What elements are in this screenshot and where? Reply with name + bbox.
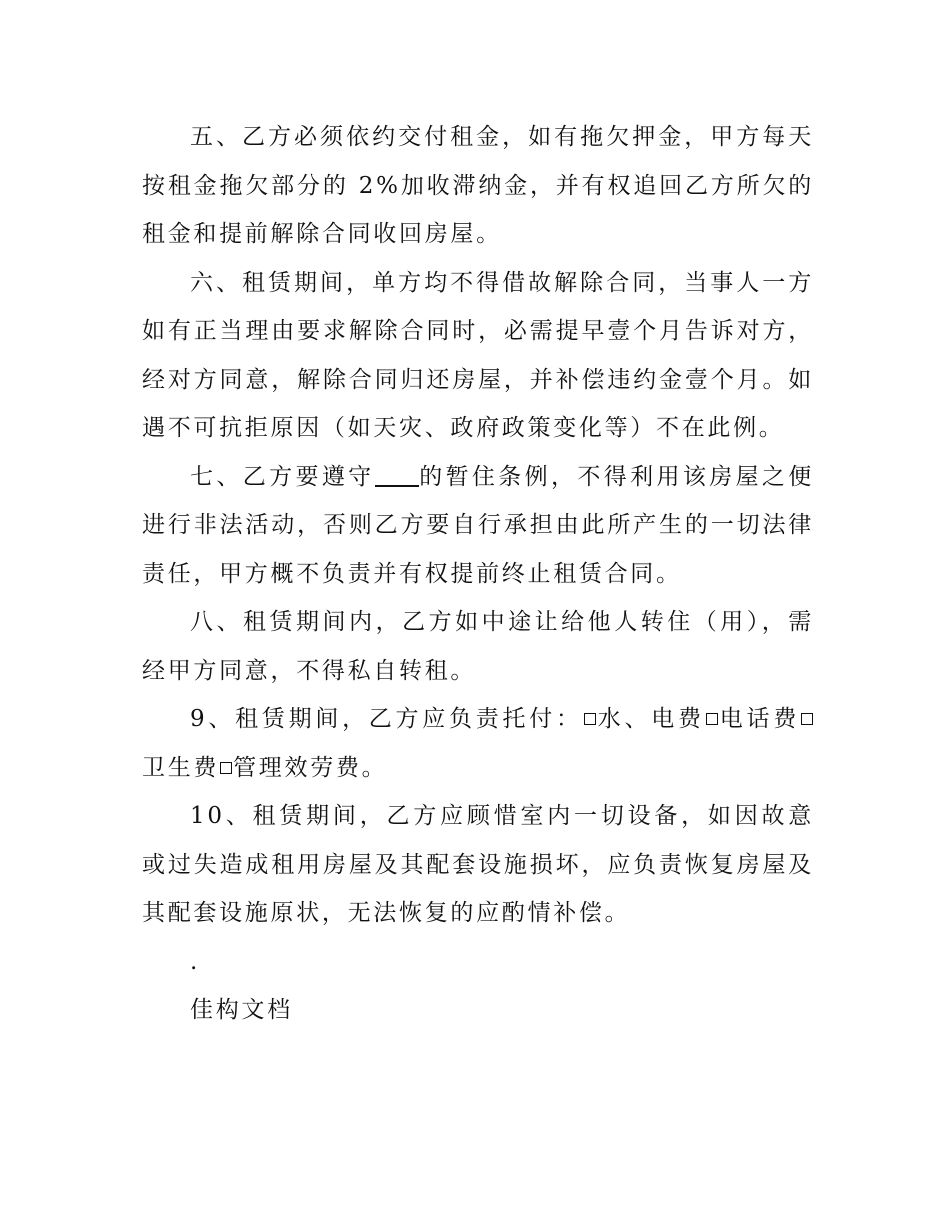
checkbox-icon	[220, 762, 232, 774]
clause-6: 六、租赁期间，单方均不得借故解除合同，当事人一方如有正当理由要求解除合同时，必需提早壹个月告诉对方，经对方同意，解除合同归还房屋，并补偿违约金壹个月。如遇不可抗拒原因（如天灾、政府政策变化等）不在此例。	[142, 269, 814, 441]
dot-mark: .	[190, 948, 201, 975]
checkbox-icon	[706, 713, 718, 725]
checkbox-icon	[801, 713, 813, 725]
clause-9-lead: 9、租赁期间，乙方应负责托付：	[190, 706, 583, 732]
clause-8: 八、租赁期间内，乙方如中途让给他人转住（用），需经甲方同意，不得私自转租。	[142, 609, 814, 684]
fill-in-blank	[375, 462, 419, 487]
option-sanitation: 卫生费	[142, 754, 220, 781]
clause-5: 五、乙方必须依约交付租金，如有拖欠押金，甲方每天按租金拖欠部分的 2%加收滞纳金，并有权追回乙方所欠的租金和提前解除合同收回房屋。	[142, 124, 814, 247]
checkbox-icon	[584, 713, 596, 725]
clause-7	[142, 453, 814, 599]
document-body	[142, 113, 814, 1035]
clause-7-rest: 的暂住条例，不得利用该房屋之便进行非法活动，否则乙方要自行承担由此所产生的一切法律责任，甲方概不负责并有权提前终止租赁合同。	[142, 463, 814, 587]
option-phone: 电话费	[718, 706, 800, 732]
option-management: 管理效劳费。	[233, 754, 388, 781]
clause-10: 10、租赁期间，乙方应顾惜室内一切设备，如因故意或过失造成租用房屋及其配套设施损坏，应负责恢复房屋及其配套设施原状，无法恢复的应酌情补偿。	[142, 803, 814, 926]
clause-7-lead: 七、乙方要遵守	[190, 463, 375, 490]
clause-9	[142, 695, 814, 792]
footer-text: 佳构文档	[190, 997, 293, 1023]
option-water-electricity: 水、电费	[596, 706, 705, 732]
